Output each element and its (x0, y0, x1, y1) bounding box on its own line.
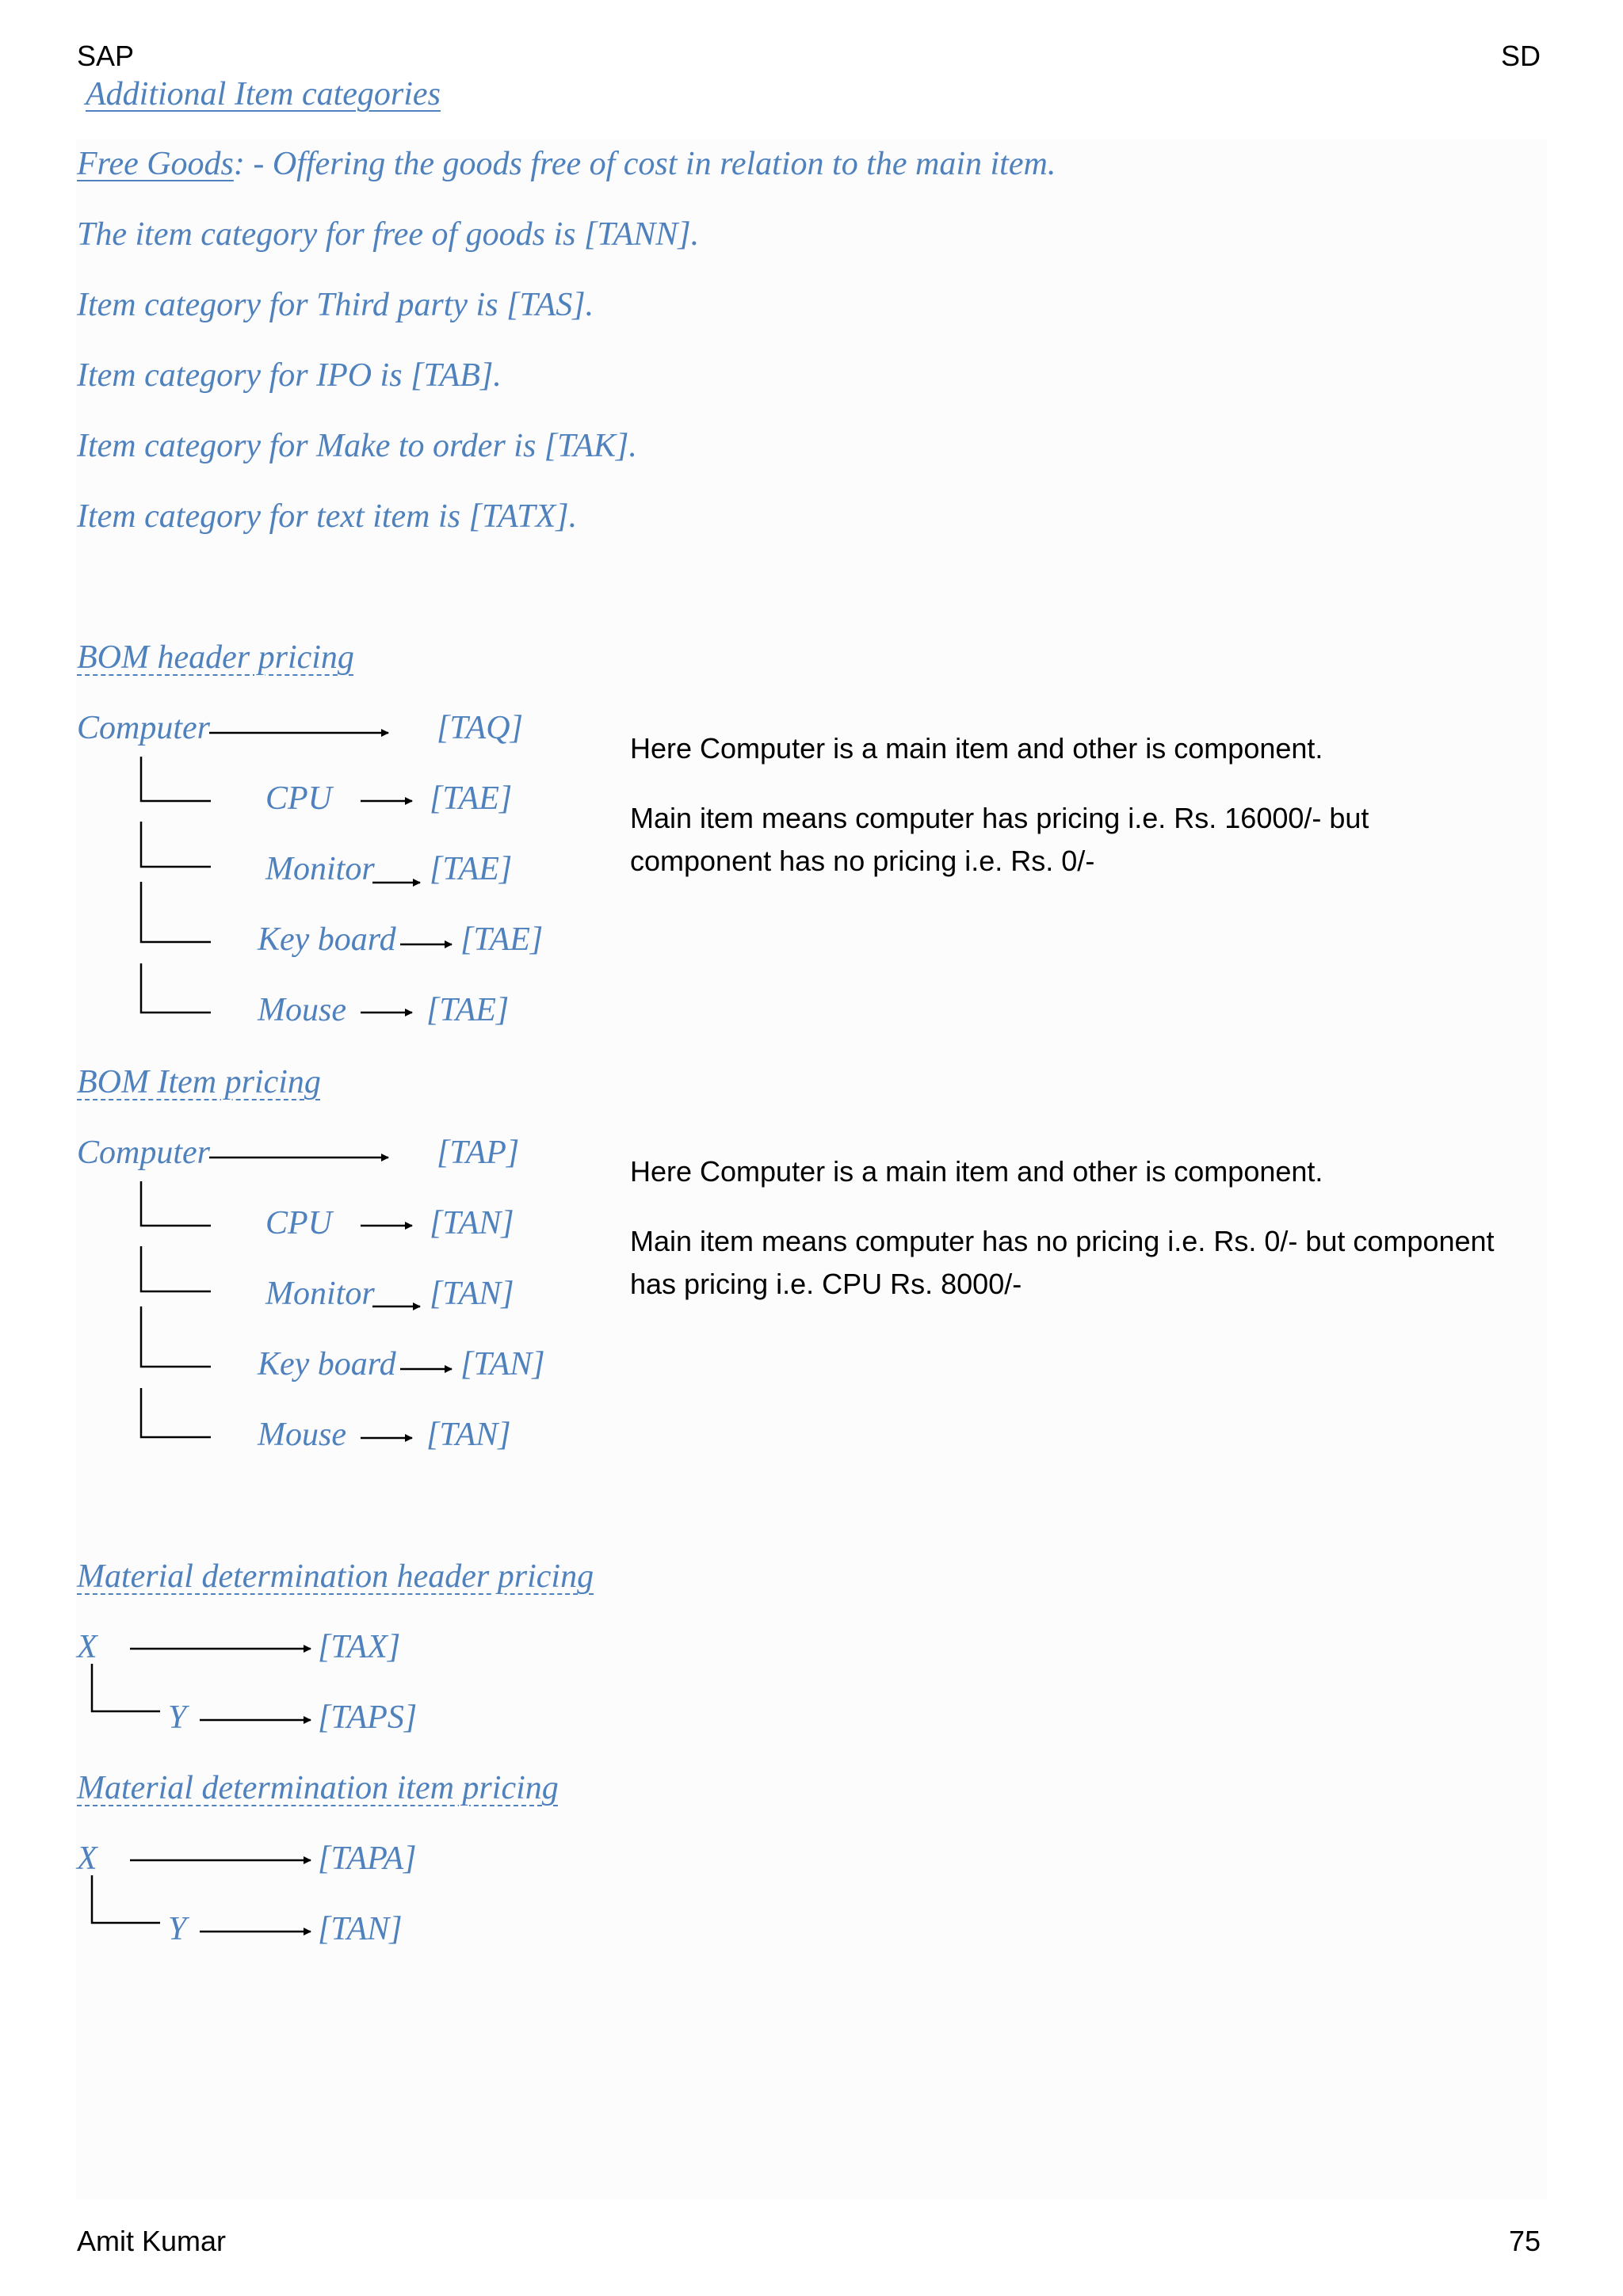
bom-header-component-label: Key board (258, 921, 396, 958)
bom-item-component-label: Mouse (258, 1417, 346, 1453)
bom-item-note-2: Main item means computer has no pricing i.e. Rs. 0/- but component has pricing i.e. CPU Rs. 8000/- (630, 1225, 1495, 1300)
bom-header-heading: BOM header pricing (77, 639, 354, 676)
header-left: SAP (77, 40, 135, 72)
md-item-y-label: Y (168, 1911, 187, 1947)
tree-branch (92, 1875, 160, 1923)
md-header-x-label: X (77, 1629, 97, 1665)
bom-item-component-label: Monitor (265, 1276, 375, 1312)
md-header-x-code: [TAX] (318, 1629, 401, 1665)
bom-header-note-2: Main item means computer has pricing i.e. Rs. 16000/- but component has no pricing i.e. Rs. 0/- (630, 802, 1369, 877)
tree-branch (141, 822, 211, 867)
bom-item-heading: BOM Item pricing (77, 1064, 321, 1100)
bom-header-component-label: Mouse (258, 992, 346, 1028)
bom-item-main-label: Computer (77, 1135, 210, 1171)
bom-header-note-1: Here Computer is a main item and other is component. (630, 732, 1323, 765)
intro-line: The item category for free of goods is [TANN]. (77, 216, 700, 253)
tree-branch (141, 882, 211, 942)
md-header-heading: Material determination header pricing (77, 1558, 594, 1595)
bom-item-component-code: [TAN] (460, 1346, 545, 1383)
page-title: Additional Item categories (86, 76, 441, 113)
tree-branch (141, 1181, 211, 1226)
tree-branch (141, 757, 211, 801)
tree-branch (141, 963, 211, 1013)
md-header-y-label: Y (168, 1699, 187, 1736)
bom-item-component-label: Key board (258, 1346, 396, 1383)
intro-line: Item category for IPO is [TAB]. (77, 357, 502, 394)
bom-header-component-code: [TAE] (460, 921, 544, 958)
tree-branch (141, 1246, 211, 1291)
bom-item-note-1: Here Computer is a main item and other is component. (630, 1155, 1323, 1188)
bom-item-component-code: [TAN] (430, 1205, 514, 1241)
tree-branch (141, 1306, 211, 1367)
bom-item-component-code: [TAN] (430, 1276, 514, 1312)
intro-line: Item category for text item is [TATX]. (77, 498, 578, 535)
tree-branch (141, 1388, 211, 1437)
md-item-y-code: [TAN] (318, 1911, 403, 1947)
bom-header-component-code: [TAE] (426, 992, 510, 1028)
footer-author: Amit Kumar (77, 2225, 227, 2257)
free-goods-definition: : - Offering the goods free of cost in relation to the main item. (233, 146, 1056, 182)
bom-header-component-code: [TAE] (430, 851, 513, 887)
md-header-y-code: [TAPS] (318, 1699, 418, 1736)
md-item-heading: Material determination item pricing (77, 1770, 559, 1806)
md-item-x-code: [TAPA] (318, 1840, 417, 1877)
footer-page-number: 75 (1508, 2225, 1541, 2257)
bom-header-component-label: Monitor (265, 851, 375, 887)
intro-line: Item category for Third party is [TAS]. (77, 287, 594, 323)
bom-item-main-code: [TAP] (437, 1135, 520, 1171)
bom-item-component-label: CPU (265, 1205, 332, 1241)
bom-item-component-code: [TAN] (426, 1417, 511, 1453)
free-goods-term: Free Goods (77, 146, 234, 182)
header-right: SD (1500, 40, 1541, 72)
tree-branch (92, 1664, 160, 1711)
bom-header-component-code: [TAE] (430, 780, 513, 817)
md-item-x-label: X (77, 1840, 97, 1877)
intro-line: Item category for Make to order is [TAK]. (77, 428, 637, 464)
bom-header-component-label: CPU (265, 780, 332, 817)
bom-header-main-code: [TAQ] (437, 710, 523, 746)
bom-header-main-label: Computer (77, 710, 210, 746)
